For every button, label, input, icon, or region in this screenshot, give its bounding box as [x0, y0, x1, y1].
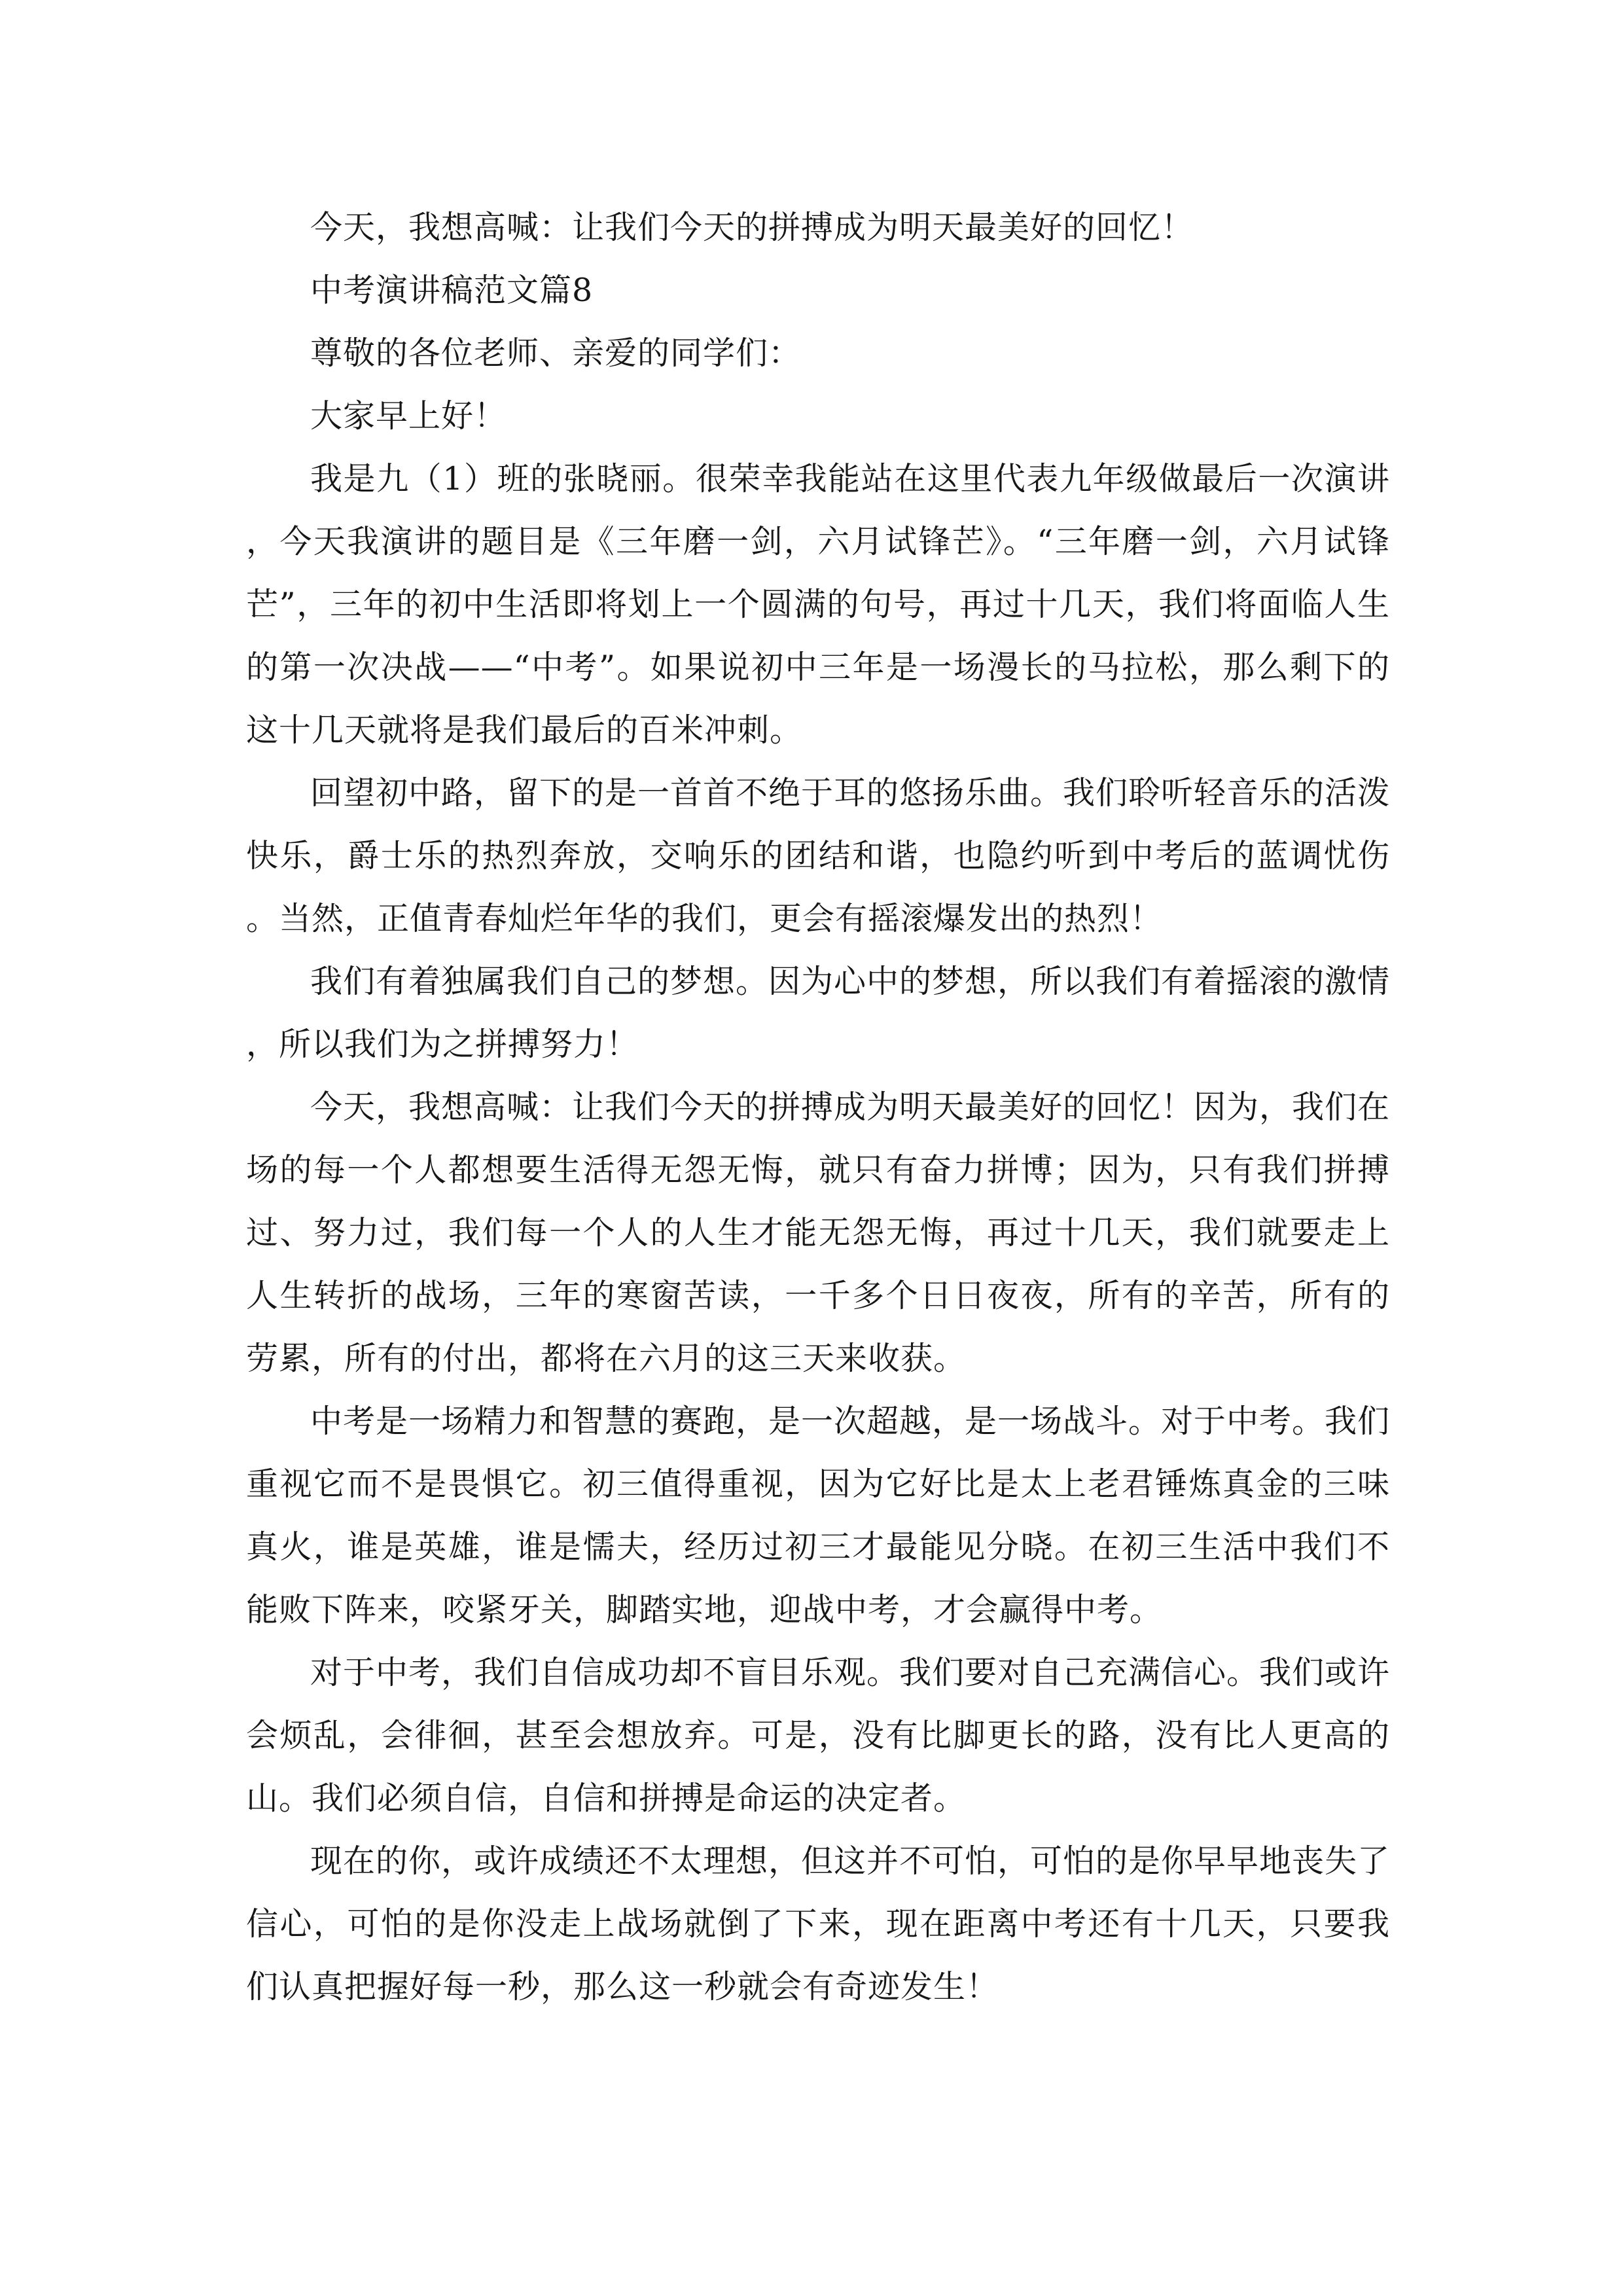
paragraph-introduction: 我是九（1）班的张晓丽。很荣幸我能站在这里代表九年级做最后一次演讲，今天我演讲的题目是《三年磨一剑，六月试锋芒》。“三年磨一剑，六月试锋芒”，三年的初中生活即将划上一个圆满的句号，再过十几天，我们将面临人生的第一次决战——“中考”。如果说初中三年是一场漫长的马拉松，那么剩下的这十几天就将是我们最后的百米冲刺。	[246, 460, 1390, 749]
paragraph-opening-exclamation: 今天，我想高喊：让我们今天的拼搏成为明天最美好的回忆！	[310, 209, 1194, 246]
paragraph-exam-race: 中考是一场精力和智慧的赛跑，是一次超越，是一场战斗。对于中考。我们重视它而不是畏惧它。初三值得重视，因为它好比是太上老君锤炼真金的三味真火，谁是英雄，谁是懦夫，经历过初三才最能见分晓。在初三生活中我们不能败下阵来，咬紧牙关，脚踏实地，迎战中考，才会赢得中考。	[246, 1403, 1391, 1628]
paragraph-dream: 我们有着独属我们自己的梦想。因为心中的梦想，所以我们有着摇滚的激情，所以我们为之拼搏努力！	[246, 963, 1391, 1063]
paragraph-confidence: 对于中考，我们自信成功却不盲目乐观。我们要对自己充满信心。我们或许会烦乱，会徘徊，甚至会想放弃。可是，没有比脚更长的路，没有比人更高的山。我们必须自信，自信和拼搏是命运的决定者。	[246, 1654, 1391, 1817]
paragraph-shout: 今天，我想高喊：让我们今天的拼搏成为明天最美好的回忆！因为，我们在场的每一个人都想要生活得无怨无悔，就只有奋力拼博；因为，只有我们拼搏过、努力过，我们每一个人的人生才能无怨无悔，再过十几天，我们就要走上人生转折的战场，三年的寒窗苦读，一千多个日日夜夜，所有的辛苦，所有的劳累，所有的付出，都将在六月的这三天来收获。	[246, 1088, 1391, 1377]
paragraph-retrospect: 回望初中路，留下的是一首首不绝于耳的悠扬乐曲。我们聆听轻音乐的活泼快乐，爵士乐的热烈奔放，交响乐的团结和谐，也隐约听到中考后的蓝调忧伤。当然，正值青春灿烂年华的我们，更会有摇滚爆发出的热烈！	[246, 774, 1391, 937]
document-body	[246, 196, 1390, 2018]
greeting: 大家早上好！	[310, 397, 507, 435]
salutation: 尊敬的各位老师、亲爱的同学们：	[310, 334, 802, 372]
article-heading: 中考演讲稿范文篇8	[310, 272, 594, 309]
paragraph-closing: 现在的你，或许成绩还不太理想，但这并不可怕，可怕的是你早早地丧失了信心，可怕的是你没走上战场就倒了下来，现在距离中考还有十几天，只要我们认真把握好每一秒，那么这一秒就会有奇迹发生！	[246, 1842, 1391, 2005]
